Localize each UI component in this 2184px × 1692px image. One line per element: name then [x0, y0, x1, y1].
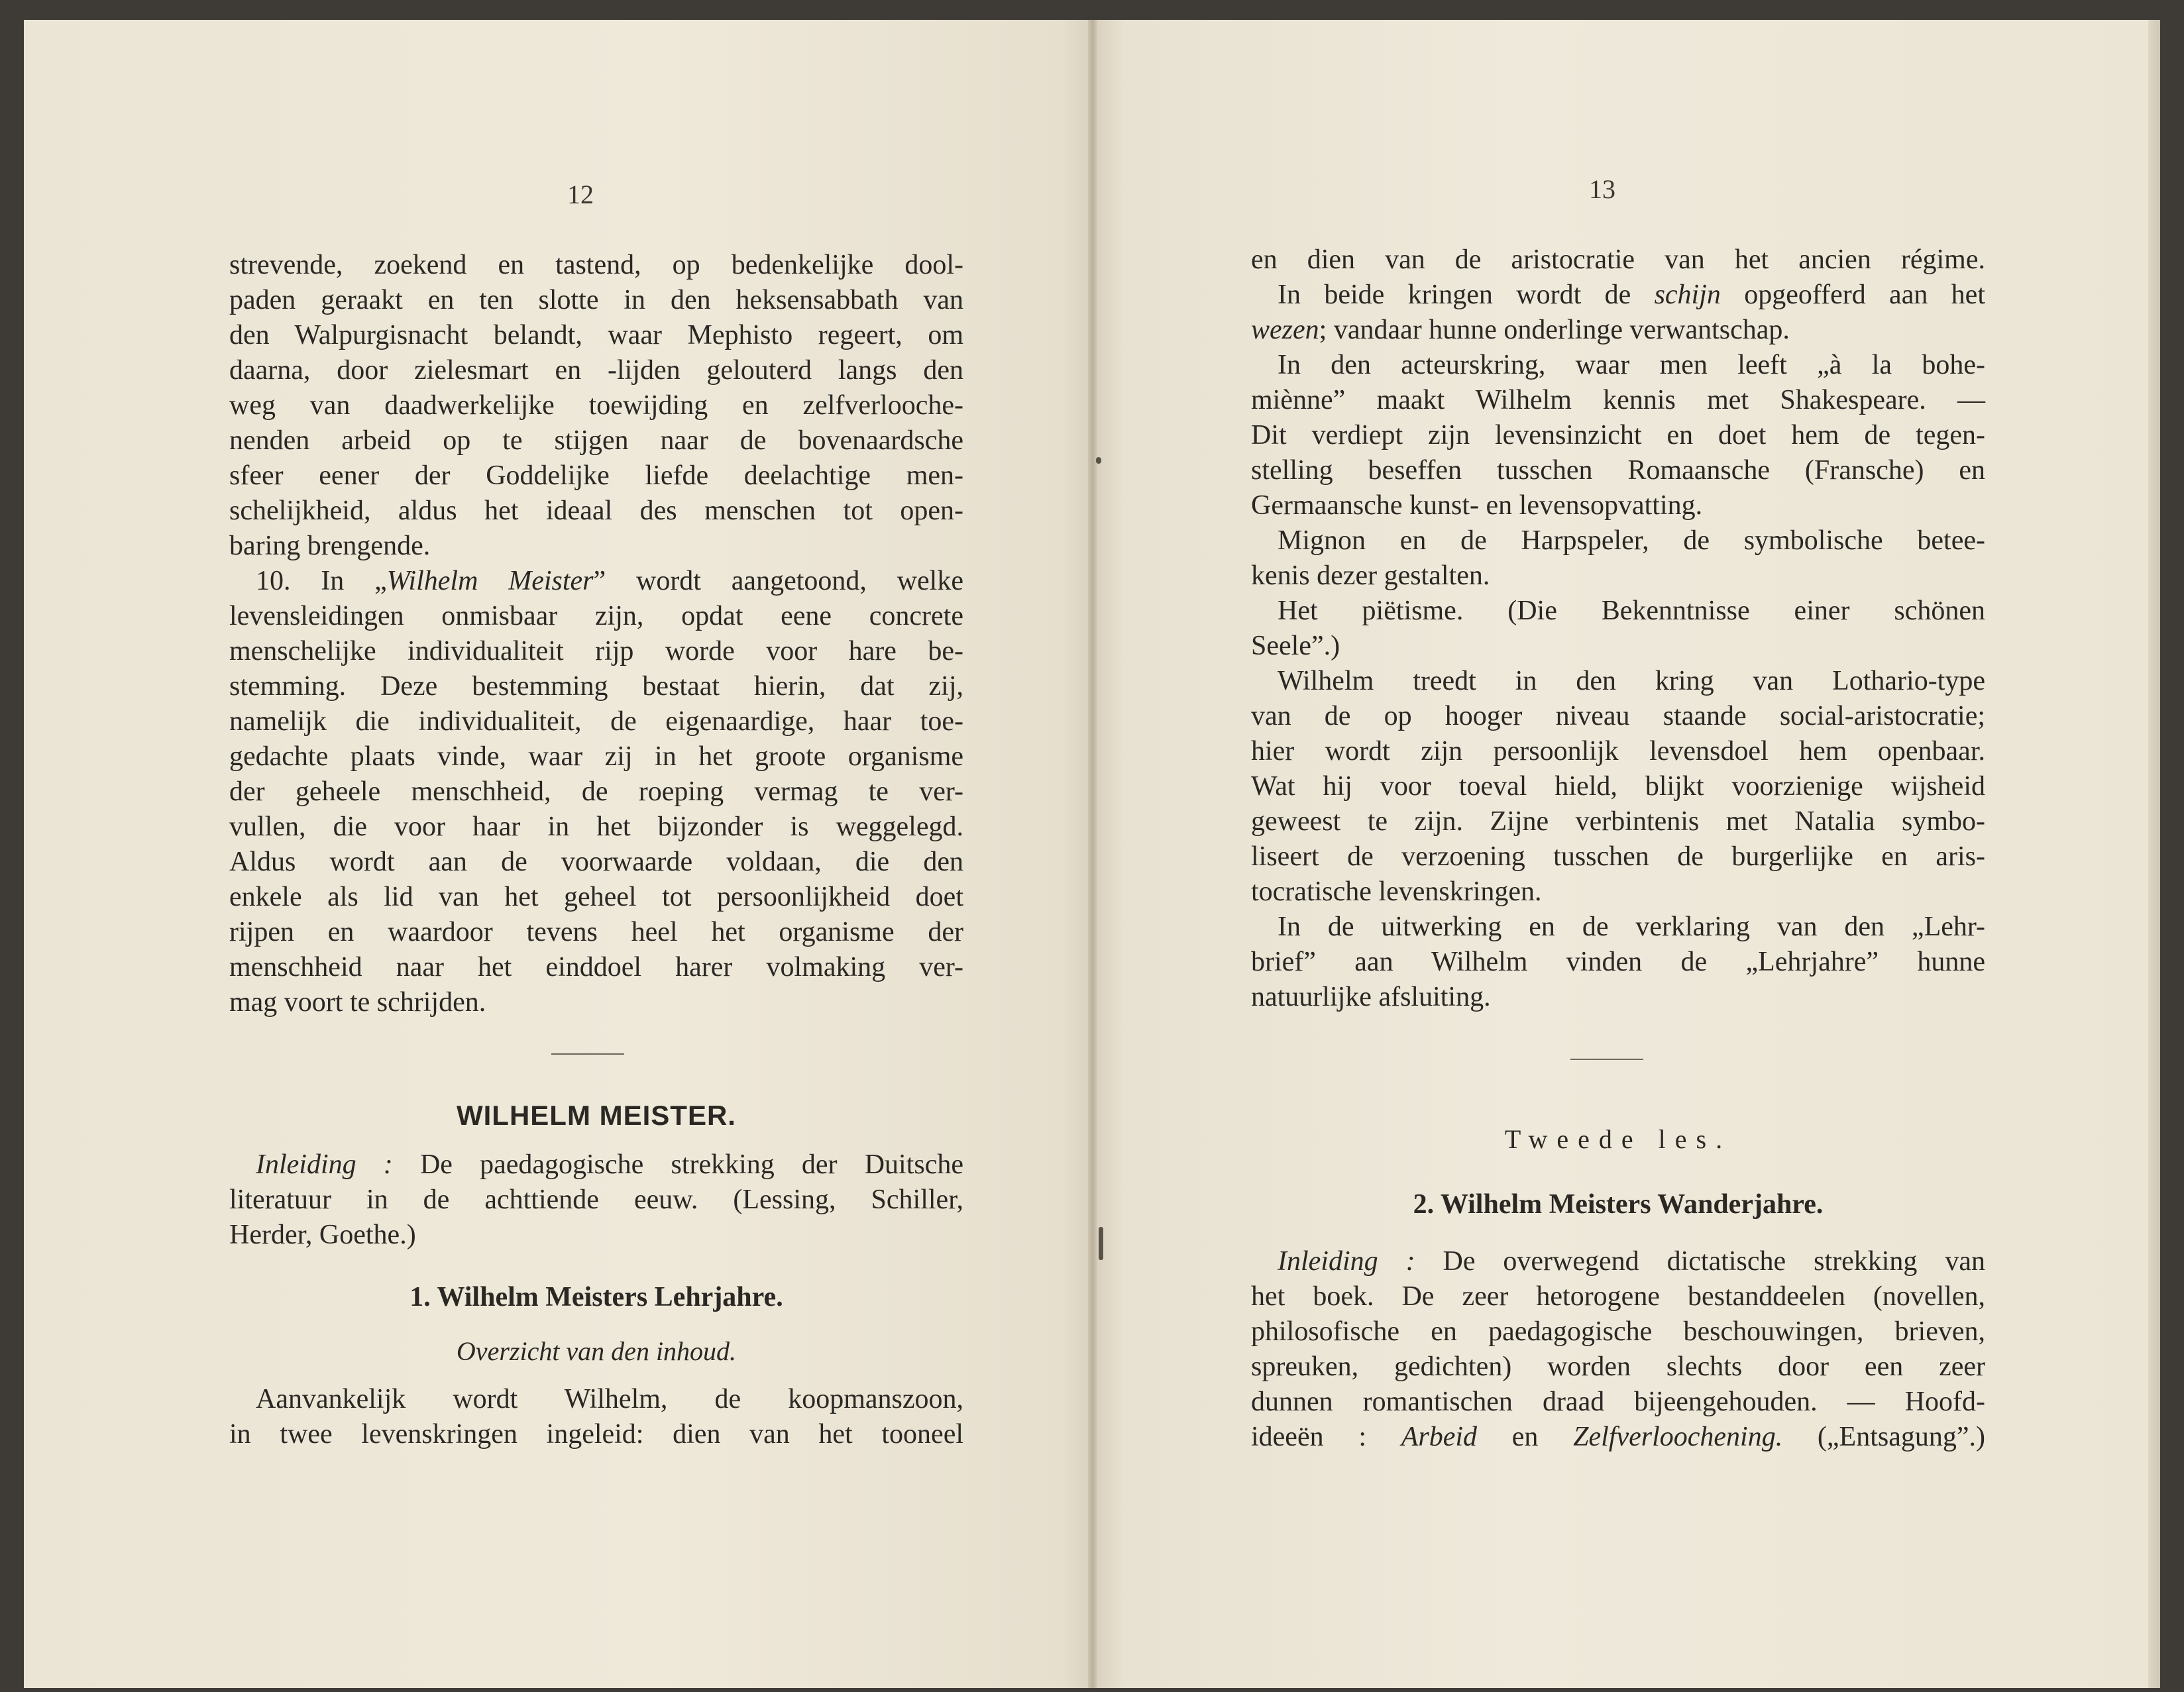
section-divider — [551, 1053, 624, 1055]
book-gutter — [1088, 20, 1097, 1688]
text-line: enkele als lid van het geheel tot persoonlijkheid doet — [229, 882, 963, 912]
text-line: Herder, Goethe.) — [229, 1220, 416, 1250]
paragraph-start — [229, 564, 963, 599]
text-line: natuurlijke afsluiting. — [1251, 982, 1491, 1012]
book-spread — [24, 20, 2160, 1688]
gutter-mark — [1096, 457, 1101, 464]
subsection-title-1: 1. Wilhelm Meisters Lehrjahre. — [410, 1282, 783, 1312]
intro-line — [1251, 1244, 1985, 1279]
text-line: liseert de verzoening tusschen de burgerlijke en aris- — [1251, 841, 1985, 872]
intro-label: Inleiding : — [1278, 1246, 1415, 1277]
text-line: menschelijke individualiteit rijp worde voor hare be- — [229, 636, 963, 666]
text-line: en dien van de aristocratie van het ancien régime. — [1251, 244, 1985, 275]
text-line: brief” aan Wilhelm vinden de „Lehrjahre” hunne — [1251, 947, 1985, 977]
text-line: paden geraakt en ten slotte in den heksensabbath van — [229, 285, 963, 315]
text-fragment: ” wordt aangetoond, welke — [593, 566, 963, 596]
text-line: In de uitwerking en de verklaring van den „Lehr- — [1278, 912, 1985, 942]
intro-block-left — [229, 1147, 963, 1253]
text-line: namelijk die individualiteit, de eigenaardige, haar toe- — [229, 706, 963, 737]
intro-line — [229, 1147, 963, 1183]
overview-caption: Overzicht van den inhoud. — [456, 1336, 737, 1366]
text-line: Aldus wordt aan de voorwaarde voldaan, die den — [229, 847, 963, 877]
left-body-text — [229, 248, 963, 1020]
text-line: Wat hij voor toeval hield, blijkt voorzienige wijsheid — [1251, 771, 1985, 802]
text-line: Mignon en de Harpspeler, de symbolische betee- — [1278, 525, 1985, 556]
italic-word: schijn — [1654, 280, 1721, 310]
text-line: gedachte plaats vinde, waar zij in het groote organisme — [229, 741, 963, 772]
text-line: stemming. Deze bestemming bestaat hierin, dat zij, — [229, 671, 963, 702]
text-line: menschheid naar het einddoel harer volmaking ver- — [229, 952, 963, 982]
text-line: dunnen romantischen draad bijeengehouden. — Hoofd- — [1251, 1387, 1985, 1417]
subsection-title-2: 2. Wilhelm Meisters Wanderjahre. — [1413, 1189, 1824, 1220]
italic-title: Wilhelm Meister — [386, 566, 594, 596]
text-line: baring brengende. — [229, 531, 431, 561]
text-line: der geheele menschheid, de roeping vermag te ver- — [229, 776, 963, 807]
text-fragment: ; vandaar hunne onderlinge verwantschap. — [1319, 315, 1790, 345]
text-line: levensleidingen onmisbaar zijn, opdat eene concrete — [229, 601, 963, 631]
right-body-text — [1251, 242, 1985, 1015]
text-line — [1251, 313, 1985, 348]
page-number-right: 13 — [1589, 174, 1615, 204]
text-line: den Walpurgisnacht belandt, waar Mephisto regeert, om — [229, 320, 963, 350]
text-line: daarna, door zielesmart en -lijden gelouterd langs den — [229, 355, 963, 386]
text-line: mag voort te schrijden. — [229, 987, 486, 1018]
text-line: geweest te zijn. Zijne verbintenis met Natalia symbo- — [1251, 806, 1985, 837]
text-line: Wilhelm treedt in den kring van Lothario-type — [1278, 666, 1985, 696]
italic-word: Arbeid — [1401, 1422, 1478, 1452]
text-line: van de op hooger niveau staande social-aristocratie; — [1251, 701, 1985, 731]
text-fragment: 10. In „ — [256, 566, 387, 596]
text-line: nenden arbeid op te stijgen naar de bovenaardsche — [229, 425, 963, 456]
lesson-title: Tweede les. — [1504, 1124, 1732, 1154]
text-fragment: ideeën : — [1251, 1422, 1401, 1452]
page-edge — [2148, 20, 2160, 1688]
text-line: hier wordt zijn persoonlijk levensdoel hem openbaar. — [1251, 736, 1985, 767]
text-line — [1251, 1420, 1985, 1455]
text-line: stelling beseffen tusschen Romaansche (Fransche) en — [1251, 455, 1985, 486]
paragraph-start — [1251, 278, 1985, 313]
text-line: spreuken, gedichten) worden slechts door een zeer — [1251, 1351, 1985, 1382]
text-line: Aanvankelijk wordt Wilhelm, de koopmanszoon, — [256, 1384, 963, 1414]
text-fragment: De overwegend dictatische strekking van — [1443, 1246, 1985, 1277]
section-title: WILHELM MEISTER. — [457, 1100, 736, 1131]
text-line: Dit verdiept zijn levensinzicht en doet hem de tegen- — [1251, 420, 1985, 450]
italic-word: Zelfverloochening. — [1573, 1422, 1783, 1452]
text-fragment: De paedagogische strekking der Duitsche — [419, 1149, 963, 1180]
text-line: sfeer eener der Goddelijke liefde deelachtige men- — [229, 460, 963, 491]
text-fragment: en — [1477, 1422, 1574, 1452]
text-fragment: opgeofferd aan het — [1720, 280, 1985, 310]
text-line: Germaansche kunst- en levensopvatting. — [1251, 490, 1703, 521]
page-number-left: 12 — [567, 180, 594, 209]
text-line: philosofische en paedagogische beschouwingen, brieven, — [1251, 1316, 1985, 1347]
text-line: strevende, zoekend en tastend, op bedenkelijke dool- — [229, 250, 963, 280]
text-line: in twee levenskringen ingeleid: dien van het tooneel — [229, 1419, 963, 1450]
text-line: Het piëtisme. (Die Bekenntnisse einer schönen — [1278, 596, 1985, 626]
text-line: rijpen en waardoor tevens heel het organisme der — [229, 917, 963, 947]
text-line: schelijkheid, aldus het ideaal des menschen tot open- — [229, 496, 963, 526]
text-line: In den acteurskring, waar men leeft „à la bohe- — [1278, 350, 1985, 380]
text-line: het boek. De zeer hetorogene bestanddeelen (novellen, — [1251, 1281, 1985, 1312]
intro-label: Inleiding : — [256, 1149, 393, 1180]
text-fragment: In beide kringen wordt de — [1278, 280, 1655, 310]
gutter-mark — [1099, 1227, 1103, 1260]
text-line: tocratische levenskringen. — [1251, 876, 1542, 907]
text-line: vullen, die voor haar in het bijzonder is weggelegd. — [229, 812, 963, 842]
text-line: kenis dezer gestalten. — [1251, 560, 1490, 591]
final-block-left — [229, 1382, 963, 1452]
text-fragment: („Entsagung”.) — [1782, 1422, 1985, 1452]
text-line: miènne” maakt Wilhelm kennis met Shakespeare. — — [1251, 385, 1985, 415]
italic-word: wezen — [1251, 315, 1319, 345]
text-line: literatuur in de achttiende eeuw. (Lessing, Schiller, — [229, 1185, 963, 1215]
text-line: Seele”.) — [1251, 631, 1340, 661]
section-divider — [1570, 1059, 1643, 1060]
text-line: weg van daadwerkelijke toewijding en zelfverlooche- — [229, 390, 963, 421]
intro-block-right — [1251, 1244, 1985, 1455]
